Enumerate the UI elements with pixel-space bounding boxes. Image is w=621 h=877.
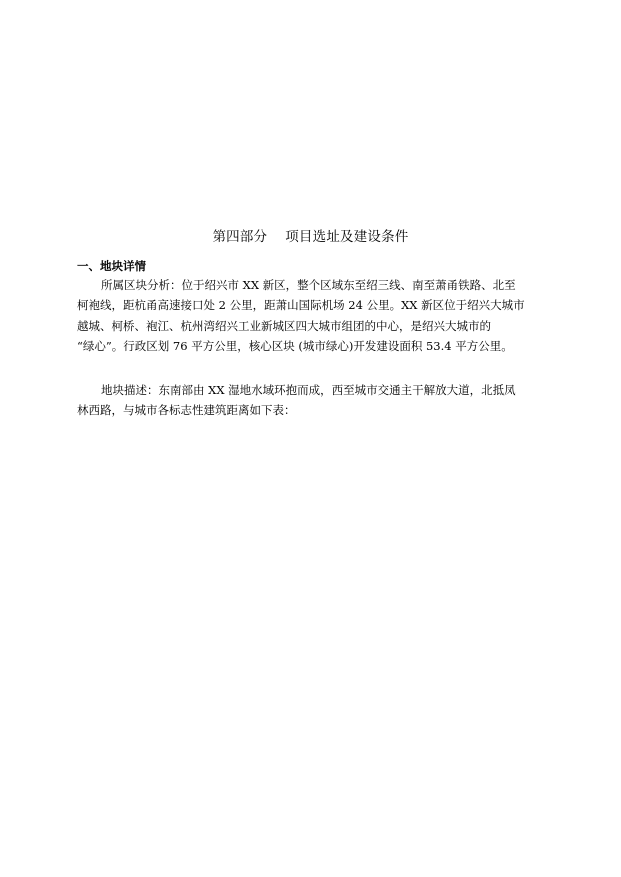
- paragraph-line: 越城、柯桥、袍江、杭州湾绍兴工业新城区四大城市组团的中心，是绍兴大城市的: [77, 319, 491, 333]
- section-heading: 一、地块详情: [77, 259, 146, 273]
- page-title: 第四部分 项目选址及建设条件: [212, 229, 409, 245]
- paragraph-line: 柯袍线，距杭甬高速接口处 2 公里，距萧山国际机场 24 公里。XX 新区位于绍兴大城市: [77, 298, 525, 312]
- paragraph-line: 地块描述：东南部由 XX 湿地水域环抱而成，西至城市交通主干解放大道，北抵凤: [101, 383, 516, 397]
- paragraph-line: “绿心”。行政区划 76 平方公里，核心区块 (城市绿心)开发建设面积 53.4 平方公里。: [77, 339, 513, 353]
- paragraph-line: 所属区块分析：位于绍兴市 XX 新区，整个区域东至绍三线、南至萧甬铁路、北至: [101, 278, 516, 292]
- paragraph-line: 林西路，与城市各标志性建筑距离如下表：: [77, 403, 296, 417]
